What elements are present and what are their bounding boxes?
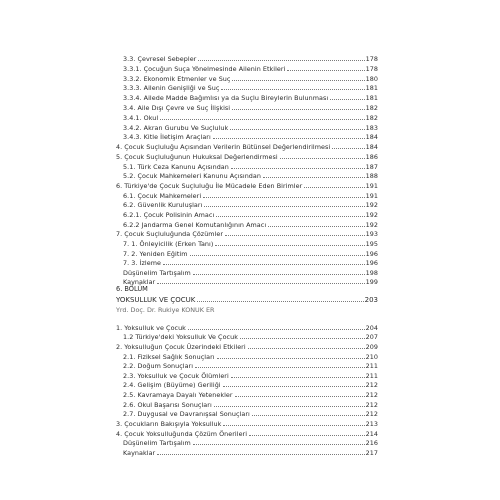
chapter-title-page: 203 <box>364 296 378 304</box>
toc-entry <box>123 209 378 219</box>
toc-entry-title: 6.2.1. Çocuk Polisinin Amacı <box>123 211 215 219</box>
toc-entry-page: 214 <box>365 430 378 438</box>
toc-entry-title: 3.3.2. Ekonomik Etmenler ve Suç <box>123 75 231 83</box>
leader-dots <box>193 274 365 275</box>
toc-entry-title: 7. Çocuk Suçluluğunda Çözümler <box>116 230 224 238</box>
toc-entry-title: 2.4. Gelişim (Büyüme) Geriliği <box>123 381 221 389</box>
leader-dots <box>213 138 365 139</box>
toc-entry-page: 212 <box>365 410 378 418</box>
toc-entry-title: 2.7. Duygusal ve Davranışsal Sonuçları <box>123 410 250 418</box>
toc-entry-title: 1. Yoksulluk ve Çocuk <box>116 324 186 332</box>
toc-entry-page: 178 <box>365 65 378 73</box>
toc-entry-title: Kaynaklar <box>123 449 156 457</box>
toc-entry-page: 184 <box>365 133 378 141</box>
toc-entry-title: 3.3. Çevresel Sebepler <box>123 55 197 63</box>
toc-entry-page: 182 <box>365 104 378 112</box>
toc-entry <box>116 418 378 428</box>
toc-entry-title: 3.4. Aile Dışı Çevre ve Suç İlişkisi <box>123 104 231 112</box>
leader-dots <box>217 358 365 359</box>
leader-dots <box>195 367 365 368</box>
leader-dots <box>330 99 364 100</box>
leader-dots <box>163 264 365 265</box>
toc-entry <box>123 170 378 180</box>
toc-entry-title: 6.2.2 Jandarma Genel Komutanlığının Amacı <box>123 221 267 229</box>
leader-dots <box>223 425 364 426</box>
toc-entry-title: 3.3.3. Ailenin Genişliği ve Suç <box>123 84 220 92</box>
chapter-title: YOKSULLUK VE ÇOCUK <box>116 296 196 304</box>
toc-entry-title: Düşünelim Tartışalım <box>123 269 191 277</box>
leader-dots <box>304 187 364 188</box>
toc-entry-title: 2. Yoksulluğun Çocuk Üzerindeki Etkileri <box>116 343 246 351</box>
chapter-title-entry <box>116 295 378 304</box>
toc-entry-title: 2.2. Doğum Sonuçları <box>123 362 194 370</box>
leader-dots <box>249 435 365 436</box>
leader-dots <box>225 235 365 236</box>
toc-entry-title: 2.6. Okul Başarısı Sonuçları <box>123 401 212 409</box>
toc-entry <box>123 257 378 267</box>
leader-dots <box>214 406 365 407</box>
toc-entry-title: Düşünelim Tartışalım <box>123 439 191 447</box>
toc-entry <box>123 82 378 92</box>
toc-entry <box>116 341 378 351</box>
toc-entry-title: 2.3. Yoksulluk ve Çocuk Ölümleri <box>123 372 229 380</box>
toc-entry-page: 212 <box>365 391 378 399</box>
toc-entry-page: 213 <box>365 420 378 428</box>
toc-entry-page: 212 <box>365 381 378 389</box>
toc-entry <box>123 92 378 102</box>
toc-entry-page: 191 <box>365 182 378 190</box>
leader-dots <box>232 109 365 110</box>
leader-dots <box>197 301 363 302</box>
toc-entry-page: 195 <box>365 240 378 248</box>
toc-entry <box>123 389 378 399</box>
toc-entry-title: 7. 1. Önleyicilik (Erken Tanı) <box>123 240 214 248</box>
toc-entry-title: 3.3.1. Çocuğun Suça Yönelmesinde Ailenin Etkileri <box>123 65 286 73</box>
toc-entry <box>123 63 378 73</box>
chapter-label: 6. BÖLÜM <box>116 285 148 293</box>
toc-entry-title: 2.5. Kavramaya Dayalı Yetenekler <box>123 391 233 399</box>
toc-entry-page: 216 <box>365 439 378 447</box>
toc-entry-page: 180 <box>365 75 378 83</box>
toc-entry-page: 210 <box>365 353 378 361</box>
toc-entry <box>116 180 378 190</box>
toc-entry-title: 6.1. Çocuk Mahkemeleri <box>123 192 202 200</box>
toc-entry-title: 4. Çocuk Suçluluğu Açısından Verilerin Bütünsel Değerlendirilmesi <box>116 143 331 151</box>
toc-entry <box>116 141 378 151</box>
leader-dots <box>231 377 365 378</box>
toc-entry-title: 5. Çocuk Suçluluğunun Hukuksal Değerlendirmesi <box>116 153 278 161</box>
leader-dots <box>248 348 365 349</box>
toc-entry-title: 3.4.2. Akran Gurubu Ve Suçluluk <box>123 124 229 132</box>
toc-entry-title: 7. 2. Yeniden Eğitim <box>123 250 188 258</box>
leader-dots <box>190 255 365 256</box>
toc-entry-title: 3.4.3. Kitle İletişim Araçları <box>123 133 211 141</box>
leader-dots <box>252 415 365 416</box>
toc-entry-page: 186 <box>365 153 378 161</box>
toc-entry-page: 187 <box>365 163 378 171</box>
toc-entry <box>123 408 378 418</box>
toc-entry-title: 2.1. Fiziksel Sağlık Sonuçları <box>123 353 215 361</box>
toc-entry-title: 7. 3. İzleme <box>123 259 161 267</box>
toc-entry-page: 188 <box>365 172 378 180</box>
toc-entry-title: 3.4.1. Okul <box>123 114 159 122</box>
toc-entry-page: 182 <box>365 114 378 122</box>
toc-entry <box>123 238 378 248</box>
toc-entry <box>123 199 378 209</box>
toc-entry-title: Kaynaklar <box>123 278 156 286</box>
leader-dots <box>235 396 365 397</box>
toc-entry-page: 212 <box>365 401 378 409</box>
toc-entry <box>123 131 378 141</box>
leader-dots <box>157 454 364 455</box>
leader-dots <box>203 197 364 198</box>
toc-entry-page: 198 <box>365 269 378 277</box>
leader-dots <box>230 129 364 130</box>
toc-entry-page: 191 <box>365 192 378 200</box>
toc-entry-title: 5.1. Türk Ceza Kanunu Açısından <box>123 163 229 171</box>
toc-entry-title: 6.2. Güvenlik Kuruluşları <box>123 201 203 209</box>
toc-entry-title: 3.3.4. Ailede Madde Bağımlısı ya da Suçlu Bireylerin Bulunması <box>123 94 329 102</box>
toc-entry-page: 211 <box>365 372 378 380</box>
leader-dots <box>215 245 364 246</box>
toc-entry-title: 5.2. Çocuk Mahkemeleri Kanunu Açısından <box>123 172 261 180</box>
leader-dots <box>188 329 365 330</box>
toc-entry <box>123 53 378 63</box>
toc-entry-page: 181 <box>365 94 378 102</box>
toc-entry-page: 211 <box>365 362 378 370</box>
toc-entry-page: 192 <box>365 211 378 219</box>
toc-entry <box>123 437 378 447</box>
leader-dots <box>157 283 364 284</box>
toc-entry <box>123 276 378 286</box>
leader-dots <box>268 226 364 227</box>
leader-dots <box>193 444 365 445</box>
leader-dots <box>232 80 364 81</box>
leader-dots <box>198 60 364 61</box>
leader-dots <box>216 216 364 217</box>
toc-entry-page: 196 <box>365 259 378 267</box>
toc-entry <box>123 102 378 112</box>
toc-entry-page: 196 <box>365 250 378 258</box>
toc-entry-page: 184 <box>365 143 378 151</box>
toc-entry-page: 183 <box>365 124 378 132</box>
toc-entry <box>123 447 378 457</box>
toc-entry <box>116 151 378 161</box>
toc-entry-title: 4. Çocuk Yoksulluğunda Çözüm Önerileri <box>116 430 248 438</box>
leader-dots <box>221 89 364 90</box>
leader-dots <box>280 158 365 159</box>
leader-dots <box>240 338 365 339</box>
toc-entry-page: 217 <box>365 449 378 457</box>
toc-entry <box>123 379 378 389</box>
leader-dots <box>231 168 365 169</box>
leader-dots <box>287 70 364 71</box>
toc-entry-page: 178 <box>365 55 378 63</box>
leader-dots <box>223 386 365 387</box>
toc-entry-page: 209 <box>365 343 378 351</box>
toc-entry <box>116 228 378 238</box>
leader-dots <box>160 119 364 120</box>
leader-dots <box>204 206 364 207</box>
toc-entry-page: 199 <box>365 278 378 286</box>
chapter-author: Yrd. Doç. Dr. Rukiye KONUK ER <box>116 306 215 314</box>
leader-dots <box>263 177 365 178</box>
toc-entry-page: 192 <box>365 221 378 229</box>
toc-entry-title: 1.2 Türkiye'deki Yoksulluk Ve Çocuk <box>123 333 238 341</box>
toc-entry <box>123 360 378 370</box>
toc-entry-page: 181 <box>365 84 378 92</box>
toc-entry <box>123 112 378 122</box>
leader-dots <box>332 148 364 149</box>
toc-entry-page: 193 <box>365 230 378 238</box>
toc-entry-page: 192 <box>365 201 378 209</box>
toc-entry <box>123 331 378 341</box>
toc-entry-page: 204 <box>365 324 378 332</box>
toc-entry-title: 6. Türkiye'de Çocuk Suçluluğu İle Mücadele Eden Birimler <box>116 182 303 190</box>
toc-entry-title: 3. Çocukların Bakışıyla Yoksulluk <box>116 420 222 428</box>
toc-entry-page: 207 <box>365 333 378 341</box>
